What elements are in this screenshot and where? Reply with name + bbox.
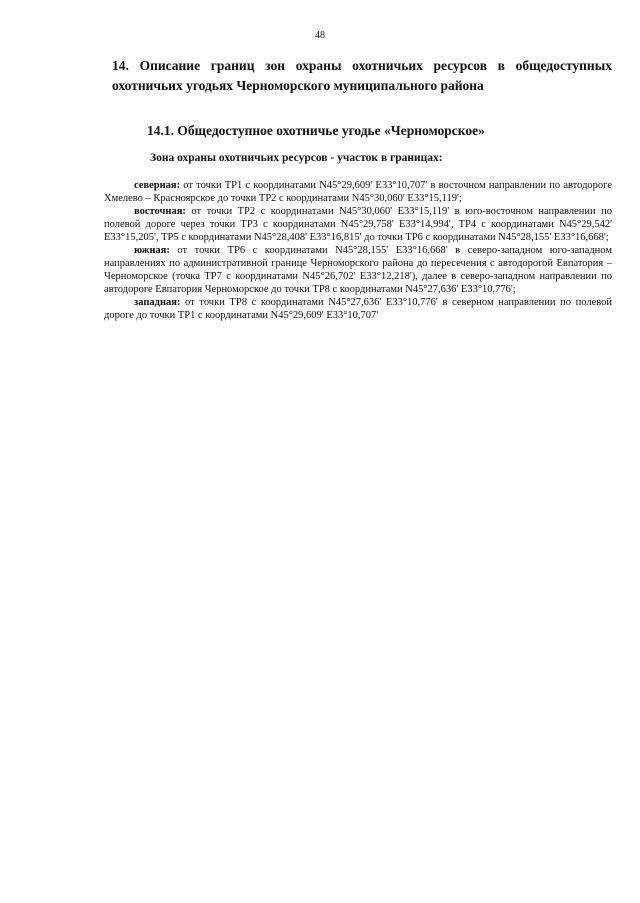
boundary-description: от точки ТР1 с координатами N45°29,609' E33°10,707' в восточном направлении по автодороге Хмелево – Красноярское до точки ТР2 с координатами N45°30,060' E33°15,119'; (104, 180, 612, 204)
subsection-heading: 14.1. Общедоступное охотничье угодье «Черноморское» (147, 123, 485, 138)
page-number: 48 (315, 30, 325, 41)
boundary-description: от точки ТР6 с координатами N45°28,155' E33°16,668' в северо-западном юго-западном направлениях по административной границе Черноморского района до пересечения с автодорогой Евпатория – Черноморское (точка ТР7 с координатами N45°26,702' E33°12,218'), далее в северо-западном направлении по автодороге Евпатория Черноморское до точки ТР8 с координатами N45°27,636' E33°10,776'; (104, 245, 612, 295)
boundary-list (104, 179, 612, 322)
boundary-description: от точки ТР8 с координатами N45°27,636' E33°10,776' в северном направлении по полевой дороге до точки ТР1 с координатами N45°29,609' E33°10,707' (104, 297, 612, 321)
boundary-description: от точки ТР2 с координатами N45°30,060' E33°15,119' в юго-восточном направлении по полевой дороге через точки ТР3 с координатами N45°29,758' E33°14,994', ТР4 с координатами N45°29,542' E33°15,205', ТР5 с координатами N45°28,408' E33°16,815' до точки ТР6 с координатами N45°28,155' E33°16,668'; (104, 206, 612, 243)
boundary-direction: западная: (134, 297, 181, 308)
section-heading: 14. Описание границ зон охраны охотничьих ресурсов в общедоступных охотничьих угодьях Черноморского муниципального района (112, 58, 612, 93)
boundary-east (104, 205, 612, 244)
boundary-direction: восточная: (134, 206, 186, 217)
boundary-south (104, 244, 612, 296)
zone-title: Зона охраны охотничьих ресурсов - участок в границах: (150, 152, 443, 164)
boundary-direction: северная: (134, 180, 181, 191)
boundary-direction: южная: (134, 245, 170, 256)
boundary-west (104, 296, 612, 322)
boundary-north (104, 179, 612, 205)
